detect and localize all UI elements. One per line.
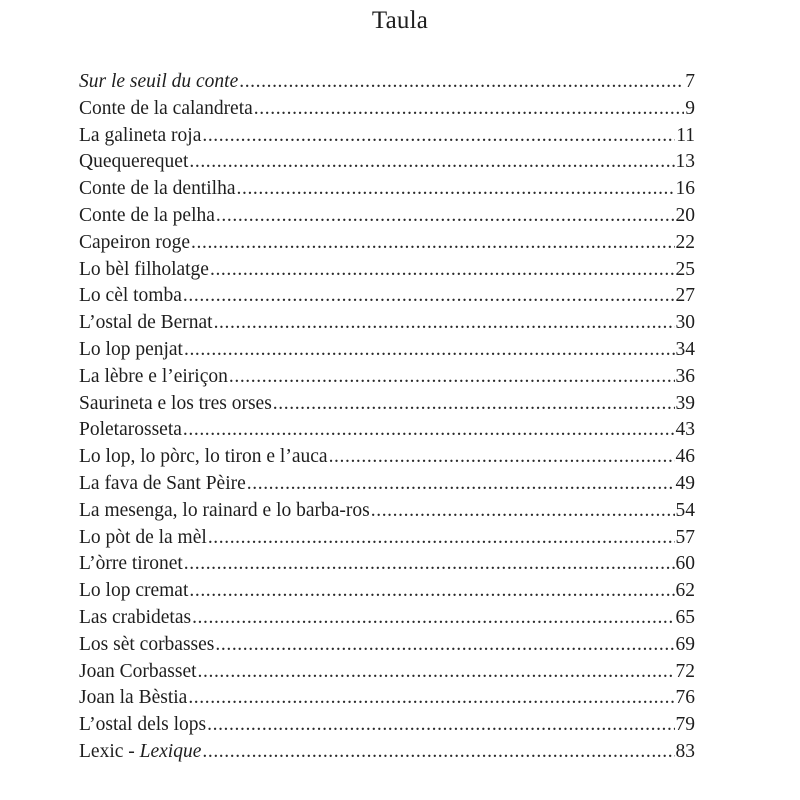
toc-entry-title: Joan la Bèstia bbox=[79, 687, 188, 709]
toc-entry bbox=[79, 739, 695, 766]
dot-leader bbox=[215, 632, 674, 659]
toc-entry-title: La galineta roja bbox=[79, 124, 202, 146]
toc-entry-page-number: 25 bbox=[675, 258, 695, 280]
toc-entry-page-number: 83 bbox=[675, 740, 695, 762]
toc-entry-title: La fava de Sant Pèire bbox=[79, 472, 246, 494]
toc-entry-page-number: 76 bbox=[675, 687, 695, 709]
toc-entry-title: Lexic - Lexique bbox=[79, 740, 202, 762]
toc-entry-title: L’ostal de Bernat bbox=[79, 312, 213, 334]
toc-entry-page-number: 43 bbox=[675, 419, 695, 441]
toc-entry-page-number: 30 bbox=[675, 312, 695, 334]
toc-entry-page-number: 34 bbox=[675, 338, 695, 360]
toc-entry-title: Lo lop cremat bbox=[79, 580, 189, 602]
dot-leader bbox=[237, 176, 675, 203]
toc-entry bbox=[79, 632, 695, 659]
toc-entry-page-number: 60 bbox=[675, 553, 695, 575]
dot-leader bbox=[210, 257, 675, 284]
toc-entry-page-number: 39 bbox=[675, 392, 695, 414]
dot-leader bbox=[184, 551, 675, 578]
toc-entry-title: Lo lop, lo pòrc, lo tiron e l’auca bbox=[79, 446, 328, 468]
toc-entry bbox=[79, 176, 695, 203]
table-of-contents bbox=[79, 69, 695, 766]
toc-entry-title: Capeiron roge bbox=[79, 231, 191, 253]
dot-leader bbox=[189, 578, 674, 605]
toc-entry-title: Lo cèl tomba bbox=[79, 285, 182, 307]
toc-entry-page-number: 79 bbox=[675, 714, 695, 736]
dot-leader bbox=[202, 123, 675, 150]
dot-leader bbox=[191, 230, 674, 257]
toc-entry bbox=[79, 257, 695, 284]
toc-entry-page-number: 72 bbox=[675, 660, 695, 682]
dot-leader bbox=[273, 391, 675, 418]
dot-leader bbox=[329, 444, 675, 471]
toc-entry-page-number: 13 bbox=[675, 151, 695, 173]
toc-entry bbox=[79, 310, 695, 337]
toc-entry-page-number: 46 bbox=[675, 446, 695, 468]
toc-entry bbox=[79, 712, 695, 739]
toc-entry bbox=[79, 525, 695, 552]
toc-entry bbox=[79, 391, 695, 418]
toc-entry bbox=[79, 283, 695, 310]
dot-leader bbox=[208, 525, 675, 552]
toc-entry-title: Lo bèl filholatge bbox=[79, 258, 209, 280]
toc-entry-title: Quequerequet bbox=[79, 151, 189, 173]
toc-entry-title-italic: Lexique bbox=[139, 740, 202, 762]
toc-entry-title: Sur le seuil du conte bbox=[79, 71, 239, 92]
toc-entry-page-number: 65 bbox=[675, 606, 695, 628]
toc-entry bbox=[79, 149, 695, 176]
toc-entry bbox=[79, 578, 695, 605]
toc-entry-page-number: 57 bbox=[675, 526, 695, 548]
toc-entry-title: La lèbre e l’eiriçon bbox=[79, 365, 228, 387]
toc-entry bbox=[79, 203, 695, 230]
dot-leader bbox=[207, 712, 674, 739]
toc-entry bbox=[79, 471, 695, 498]
page-title: Taula bbox=[371, 7, 429, 34]
toc-entry-title: La mesenga, lo rainard e lo barba-ros bbox=[79, 499, 370, 521]
toc-entry-page-number: 22 bbox=[675, 231, 695, 253]
toc-entry-title: Los sèt corbasses bbox=[79, 633, 215, 655]
toc-entry-title: Joan Corbasset bbox=[79, 660, 197, 682]
toc-entry-page-number: 36 bbox=[675, 365, 695, 387]
dot-leader bbox=[188, 685, 674, 712]
toc-entry-title: Las crabidetas bbox=[79, 606, 192, 628]
toc-entry-page-number: 69 bbox=[675, 633, 695, 655]
toc-entry bbox=[79, 337, 695, 364]
toc-entry-page-number: 20 bbox=[675, 204, 695, 226]
dot-leader bbox=[216, 203, 675, 230]
dot-leader bbox=[239, 69, 684, 96]
toc-entry-title: Conte de la calandreta bbox=[79, 97, 253, 119]
toc-entry-title: Conte de la dentilha bbox=[79, 178, 236, 200]
toc-entry bbox=[79, 685, 695, 712]
toc-entry-title: Lo pòt de la mèl bbox=[79, 526, 207, 548]
dot-leader bbox=[254, 96, 684, 123]
dot-leader bbox=[214, 310, 675, 337]
toc-entry bbox=[79, 69, 695, 96]
dot-leader bbox=[202, 739, 674, 766]
dot-leader bbox=[184, 337, 675, 364]
toc-entry-title: Lo lop penjat bbox=[79, 338, 183, 360]
toc-entry bbox=[79, 659, 695, 686]
toc-entry-title: Conte de la pelha bbox=[79, 204, 215, 226]
dot-leader bbox=[189, 149, 674, 176]
toc-entry-title: L’ostal dels lops bbox=[79, 714, 207, 736]
toc-entry bbox=[79, 364, 695, 391]
dot-leader bbox=[247, 471, 675, 498]
toc-entry-page-number: 49 bbox=[675, 472, 695, 494]
toc-entry bbox=[79, 498, 695, 525]
dot-leader bbox=[192, 605, 674, 632]
toc-entry-page-number: 16 bbox=[675, 178, 695, 200]
dot-leader bbox=[198, 659, 675, 686]
dot-leader bbox=[371, 498, 675, 525]
toc-entry-page-number: 11 bbox=[676, 124, 695, 146]
toc-entry-title: L’òrre tironet bbox=[79, 553, 183, 575]
toc-entry-page-number: 62 bbox=[675, 580, 695, 602]
toc-entry-title: Saurineta e los tres orses bbox=[79, 392, 272, 414]
toc-entry-title: Poletarosseta bbox=[79, 419, 182, 441]
toc-entry-page-number: 54 bbox=[675, 499, 695, 521]
dot-leader bbox=[183, 283, 675, 310]
toc-entry-page-number: 7 bbox=[685, 71, 695, 92]
dot-leader bbox=[229, 364, 675, 391]
toc-entry-page-number: 27 bbox=[675, 285, 695, 307]
toc-entry bbox=[79, 123, 695, 150]
toc-entry bbox=[79, 551, 695, 578]
toc-entry bbox=[79, 96, 695, 123]
toc-entry bbox=[79, 230, 695, 257]
toc-entry bbox=[79, 444, 695, 471]
toc-entry bbox=[79, 417, 695, 444]
toc-entry bbox=[79, 605, 695, 632]
toc-entry-page-number: 9 bbox=[685, 97, 695, 119]
dot-leader bbox=[183, 417, 675, 444]
